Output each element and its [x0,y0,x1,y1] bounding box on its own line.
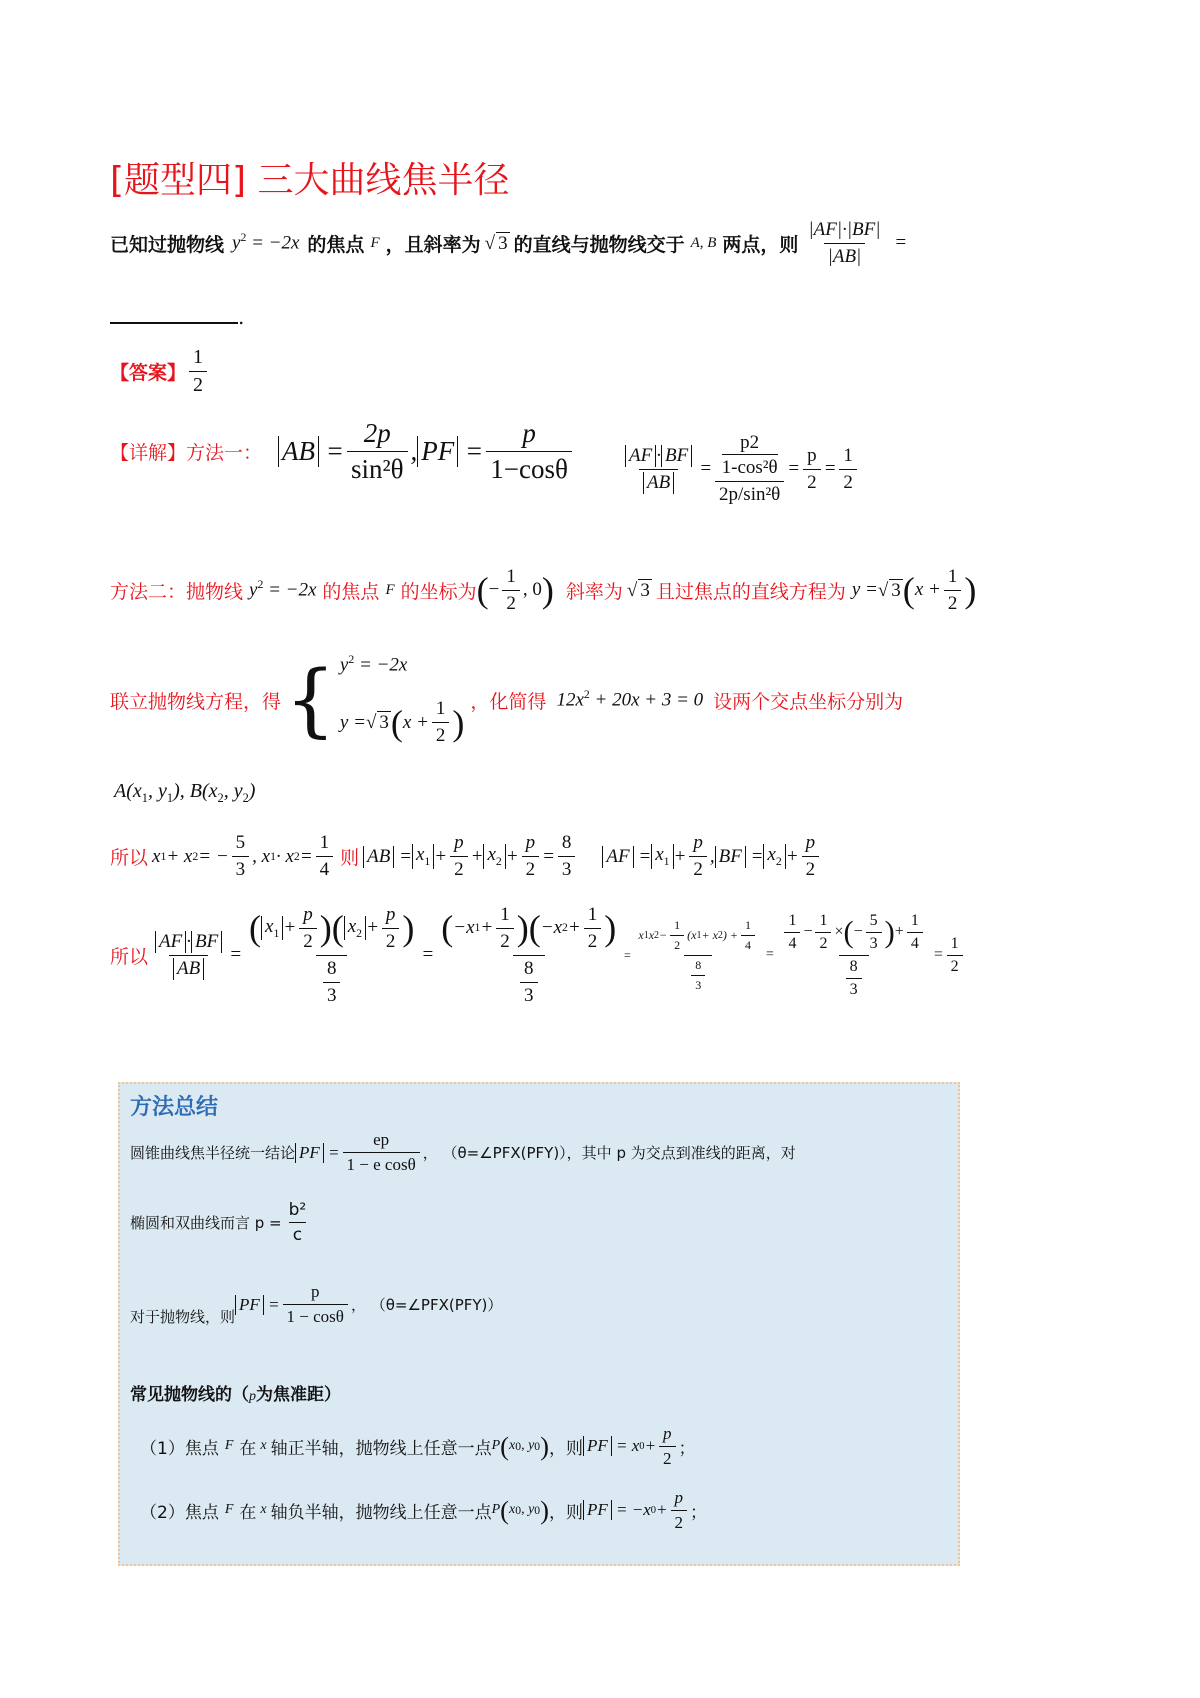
summary-item1: （1）焦点 F 在 x 轴正半轴，抛物线上任意一点 P ( x 0 , y 0 ) ，则 PF = x 0 + $\frac{p}{2}$ ； [140,1423,696,1468]
answer-blank: . [110,300,244,329]
method1-result: $\frac{AF \cdot BF}{AB}$ = p2 1-cos²θ 2p/sin²θ = $\frac{p}{2}$ = $\frac{1}{2}$ [618,432,860,506]
answer-label: 【答案】 [110,362,187,384]
slope-value: √ 3 [484,232,508,254]
detail-method1 [110,418,575,485]
detail-label: 【详解】方法一： [110,442,263,464]
question-slope-text: ，且斜率为 [385,233,481,256]
summary-title: 方法总结 [130,1095,219,1120]
page-title: [题型四] 三大曲线焦半径 [110,160,510,201]
question-ratio: $\frac{|AF|\cdot|BF|}{|AB|}$ [808,218,881,267]
question [110,218,906,268]
question-intersect-text: 的直线与抛物线交于 [513,233,685,256]
method2-line2: 联立抛物线方程，得 { $y^2 = -2x$ y = √ 3 ( x + $\frac{1}{2}$ ) ，化简得 $12x^2 + 20x + 3 = 0$ 设两个交点坐标分别为 [110,652,904,747]
equals-sign: = [895,232,907,253]
question-focus-text: 的焦点 [307,233,365,256]
parabola-equation: $y^2 = -2x$ [232,231,300,254]
method2-line3: 所以 x 1 + x 2 = − $\frac{5}{3}$ , x 1 · x 2 = $\frac{1}{4}$ 则 AB = $x_1$ + $\frac{p}{2}$ + $x_2$ + $\frac{p}{2}$ = $\frac{8}{3}$ AF = $x_1$ + $\frac{p}{2}$ , BF = $x_2$ + $\frac{p}{2}$ [110,832,822,881]
answer-value: $\frac{1}{2}$ [189,346,207,397]
points-coords: $A(x_1$, $y_1$), $B(x_2$, $y_2$) [114,780,256,805]
method2-line1: 方法二：抛物线 $y^2 = -2x$ 的焦点 F 的坐标为 ( − $\frac{1}{2}$ , 0 ) 斜率为 √ 3 且过焦点的直线方程为 y = √ 3 ( x + $\frac{1}{2}$ ) [110,565,977,614]
answer [110,346,210,397]
points-var: A, B [690,234,717,251]
summary-line3: 对于抛物线，则 PF = $\frac{p}{1 - \cos\theta}$ ， （θ=∠PFX(PFY)） [130,1282,503,1326]
ab-pf-formula: AB = $\frac{2p}{\text{sin²θ}}$ , PF = $\frac{p}{1-\cos\theta}$ [278,418,575,485]
summary-line1: 圆锥曲线焦半径统一结论 PF = $\frac{ep}{\text{1 − e cosθ}}$ ， （θ=∠PFX(PFY)），其中 p 为交点到准线的距离，对 [130,1130,796,1174]
summary-line2: 椭圆和双曲线而言 p = $\frac{\text{b²}}{c}$ [130,1200,307,1245]
focus-var: F [370,234,380,251]
question-points-text: 两点，则 [722,233,799,256]
summary-item2: （2）焦点 F 在 x 轴负半轴，抛物线上任意一点 P ( x 0 , y 0 ) ，则 PF = −x 0 + $\frac{p}{2}$ ； [140,1487,708,1532]
method2-line4: 所以 $\frac{AF \cdot BF}{AB}$ = ( $x_1$ + $\frac{p}{2}$ ) ( $x_2$ + $\frac{p}{2}$ ) $\frac{8}{3}$ = ( −x 1 + $\frac{1}{2}$ ) ( −x 2 + $\frac{1}{2}$ ) $\frac{8}{3}$ = x 1 x 2 − $\frac{1}{2}$ (x 1 + x 2 ) + $\frac{1}{4}$ $\frac{8}{3}$ = $\frac{1}{4}$ − $\frac{1}{2}$ × ( − $\frac{5}{3}$ ) + $\frac{1}{4}$ $\frac{8}{3}$ = $\frac{1}{2}$ [110,900,966,1010]
question-prefix: 已知过抛物线 [110,233,225,256]
summary-heading: 常见抛物线的（p为焦准距） [130,1385,341,1405]
